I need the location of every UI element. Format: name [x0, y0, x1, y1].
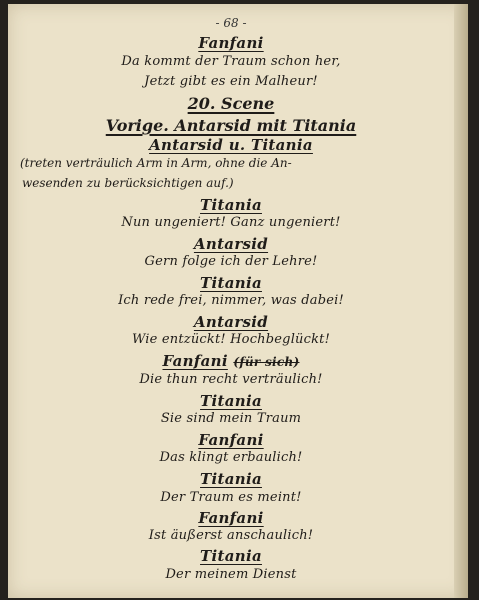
speaker-titania — [8, 392, 454, 410]
stage-direction: (treten verträulich Arm in Arm, ohne die An- — [20, 156, 292, 170]
scene-cast-text: Vorige. Antarsid mit Titania — [105, 116, 357, 135]
speaker-name: Antarsid — [193, 235, 269, 253]
speaker-fanfani — [8, 431, 454, 449]
speaker-name: Fanfani — [198, 431, 264, 449]
speaker-fanfani — [8, 34, 454, 52]
scene-heading-text: 20. Scene — [187, 94, 275, 113]
stage-direction: wesenden zu berücksichtigen auf.) — [22, 176, 234, 190]
speaker-name: Titania — [200, 547, 262, 565]
speaker-antarsid — [8, 313, 454, 331]
speaker-titania — [8, 470, 454, 488]
speech-line: Nun ungeniert! Ganz ungeniert! — [121, 215, 341, 230]
speaker-titania — [8, 547, 454, 565]
speaker-titania — [8, 274, 454, 292]
speech-line: Wie entzückt! Hochbeglückt! — [131, 332, 331, 347]
speech-line: Ich rede frei, nimmer, was dabei! — [118, 293, 344, 308]
scene-cast-heading — [8, 116, 454, 135]
speaker-name: Titania — [200, 196, 262, 214]
speech-line: Ist äußerst anschaulich! — [148, 528, 314, 543]
manuscript-page — [8, 4, 468, 598]
page-number: - 68 - — [215, 16, 247, 30]
speaker-name: Titania — [200, 392, 262, 410]
speech-line: Der Traum es meint! — [160, 490, 302, 505]
speaker-name: Antarsid u. Titania — [149, 136, 313, 154]
struck-aside: (für sich) — [233, 355, 300, 369]
speaker-name: Antarsid — [193, 313, 269, 331]
speaker-titania — [8, 196, 454, 214]
speaker-name: Fanfani — [198, 509, 264, 527]
speaker-antarsid-titania — [8, 136, 454, 154]
speech-line: Da kommt der Traum schon her, — [121, 54, 341, 69]
page-body — [8, 4, 454, 598]
binding-edge — [454, 4, 468, 598]
speaker-name: Fanfani — [198, 34, 264, 52]
scene-heading — [8, 94, 454, 113]
speaker-fanfani — [8, 509, 454, 527]
speaker-name: Titania — [200, 274, 262, 292]
speech-line: Der meinem Dienst — [165, 567, 297, 582]
speech-line: Das klingt erbaulich! — [159, 450, 303, 465]
aside-text: für sich — [239, 355, 294, 369]
speaker-antarsid — [8, 235, 454, 253]
speech-line: Die thun recht verträulich! — [139, 372, 323, 387]
speaker-fanfani — [8, 352, 454, 370]
speech-line: Sie sind mein Traum — [160, 411, 302, 426]
speech-line: Gern folge ich der Lehre! — [144, 254, 318, 269]
speaker-name: Titania — [200, 470, 262, 488]
speaker-name: Fanfani — [162, 352, 228, 370]
speech-line: Jetzt gibt es ein Malheur! — [144, 74, 318, 89]
